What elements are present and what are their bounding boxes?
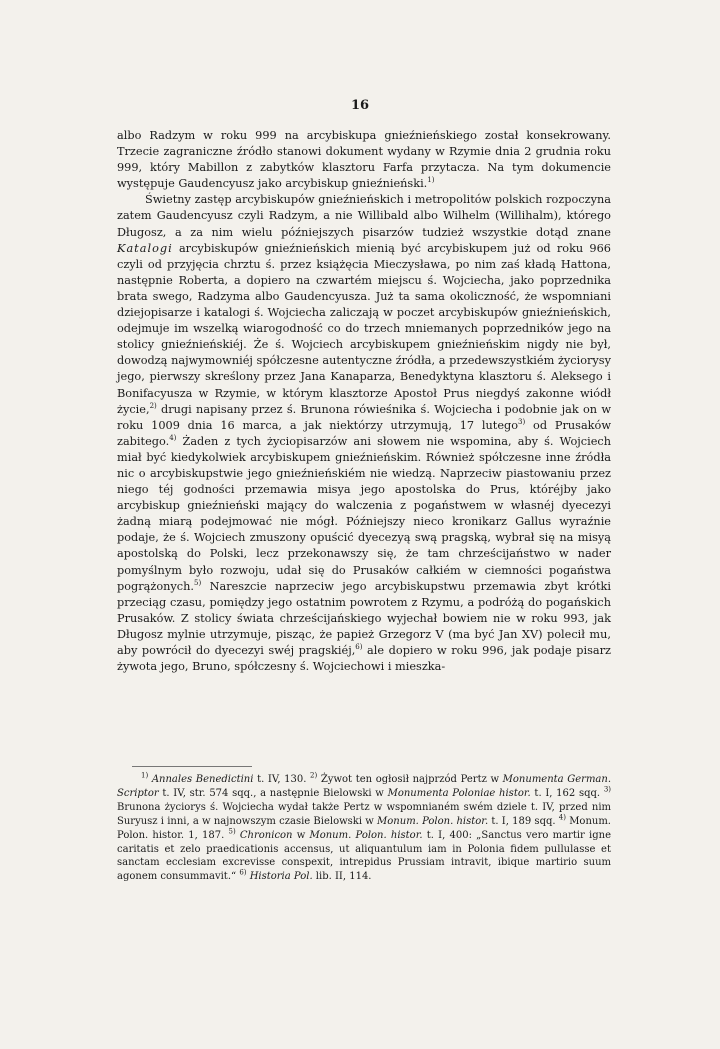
footnote-text: t. I, 400: „Sanctus vero martir igne caritatis et zelo praedicationis accensus, ut aliquantulum iam in Polonia fidem pullulasse et sanctam ecclesiam excrevisse conspexit, intrepidus Prussiam intravit, ibique martirio suum agonem consummavit.“ [117,829,611,883]
footnote-text: Brunona życiorys ś. Wojciecha wydał także Pertz w wspomnianém swém dziele t. IV, przed nim Suryusz i inni, a w najnowszym czasie Bielowski w [117,801,611,827]
footnote-marker: 4) [558,813,566,822]
footnote-text: t. IV, str. 574 sqq., a następnie Bielowski w [158,787,388,799]
footnote-text: Monum. Polon. histor. 1, 187. [117,815,611,841]
paragraph-text: Świetny zastęp arcybiskupów gnieźnieńskich i metropolitów polskich rozpoczyna zatem Gaudencyusz czyli Radzym, a nie Willibald albo Wilhelm (Willihalm), którego Długosz, a za nim wielu późniejszych pisarzów tudzież wszystkie dotąd znane [117,193,611,239]
footnote-marker: 1) [141,771,149,780]
paragraph-text: od Prusaków zabitego. [117,418,611,448]
paragraph [117,192,611,675]
footnote-title: Historia Pol. [249,871,313,883]
footnote-ref: 5) [194,578,202,587]
footnote-marker: 6) [239,869,247,878]
emphasized-text: Katalogi [117,241,173,255]
footnote-text: lib. II, 114. [312,871,372,883]
paragraph-text: ale dopiero w roku 996, jak podaje pisarz żywota jego, Bruno, spółczesny ś. Wojciechowi i mieszka- [117,644,612,674]
footnote-marker: 5) [228,827,236,836]
footnote-ref: 3) [518,417,526,426]
footnote-ref: 6) [355,643,363,652]
footnote-text: t. I, 162 sqq. [530,787,604,799]
paragraph-text: Nareszcie naprzeciw jego arcybiskupstwu przemawia zbyt krótki przeciąg czasu, pomiędzy jego ostatnim powrotem z Rzymu, a podróżą do pogańskich Prusaków. Z stolicy świata chrześcijańskiego wyjechał bowiem nie w roku 993, jak Długosz mylnie utrzymuje, pisząc, że papież Grzegorz V (ma być Jan XV) polecił mu, aby powrócił do dyecezyi swéj pragskiéj, [117,579,611,657]
footnote-title: Monum. Polon. histor. [309,829,423,841]
page-number: 16 [350,98,370,113]
footnote-marker: 3) [603,785,612,794]
footnote-text: t. I, 189 sqq. [488,815,559,827]
footnotes [117,773,611,884]
footnote-ref: 2) [149,401,157,410]
paragraph-text: Żaden z tych życiopisarzów ani słowem nie wspomina, aby ś. Wojciech miał być kiedykolwiek arcybiskupem gnieźnieńskim. Również spółczesne inne źródła nic o arcybiskupstwie jego gnieźnieńskiém nie wiedzą. Naprzeciw piastowaniu przez niego téj godności przemawia misya jego apostolska do Prus, któréjby jako arcybiskup gnieźnieński mający do walczenia z pogaństwem w własnéj dyecezyi żadną miarą podejmować nie mógł. Późniejszy nieco kronikarz Gallus wyraźnie podaje, że ś. Wojciech zmuszony opuścić dyecezyą swą pragską, wybrał się na misyą apostolską do Polski, lecz przekonawszy się, że tam chrześcijaństwo w nader pomyślnym było rozwoju, udał się do Prusaków całkiém w ciemności pogaństwa pogrążonych. [117,434,611,593]
paragraph-text: albo Radzym w roku 999 na arcybiskupa gnieźnieńskiego został konsekrowany. Trzecie zagraniczne źródło stanowi dokument wydany w Rzymie dnia 2 grudnia roku 999, który Mabillon z zabytków klasztoru Farfa przytacza. Na tym dokumencie występuje Gaudencyusz jako arcybiskup gnieźnieński. [117,129,611,191]
footnote-ref: 1) [427,176,435,185]
paragraph-text: arcybiskupów gnieźnieńskich mienią być arcybiskupem już od roku 966 czyli od przyjęcia chrztu ś. przez książęcia Mieczysława, po nim zaś kładą Hattona, następnie Roberta, a dopiero na czwartém miejscu ś. Wojciecha, jako poprzednika brata swego, Radzyma albo Gaudencyusza. Już ta sama okoliczność, że wspomniani dziejopisarze i katalogi ś. Wojciecha zaliczają w poczet arcybiskupów gnieźnieńskich, odejmuje im wszelką wiarogodność co do trzech mniemanych poprzedników jego na stolicy gnieźnieńskiéj. Że ś. Wojciech arcybiskupem gnieźnieńskim nigdy nie był, dowodzą najwymowniéj spółczesne autentyczne źródła, a przedewszystkiém życiorysy jego, pierwszy skreślony przez Jana Kanaparza, Benedyktyna klasztoru ś. Aleksego i Bonifacyusza w Rzymie, w którym klasztorze Apostoł Prus niegdyś zakonne wiódł życie, [117,241,611,416]
footnote-title: Annales Benedictini [151,774,254,785]
paragraph-text: drugi napisany przez ś. Brunona rówieśnika ś. Wojciecha i podobnie jak on w roku 1009 dnia 16 marca, a jak niektórzy utrzymują, 17 lutego [117,402,611,432]
main-text [117,128,611,675]
footnote-title: Monum. Polon. histor. [377,815,489,827]
footnote-title: Chronicon [239,829,293,841]
footnote-marker: 2) [310,771,318,780]
footnote-title: Monumenta German. Scriptor [117,774,612,799]
footnote-title: Monumenta Poloniae histor. [387,787,531,799]
footnote-text: Żywot ten ogłosił najprzód Pertz w [317,774,503,785]
footnote-divider [132,766,252,767]
footnote-text: t. IV, 130. [253,774,311,785]
footnote-text: w [292,829,310,841]
footnote-ref: 4) [169,434,177,443]
paragraph [117,128,611,192]
